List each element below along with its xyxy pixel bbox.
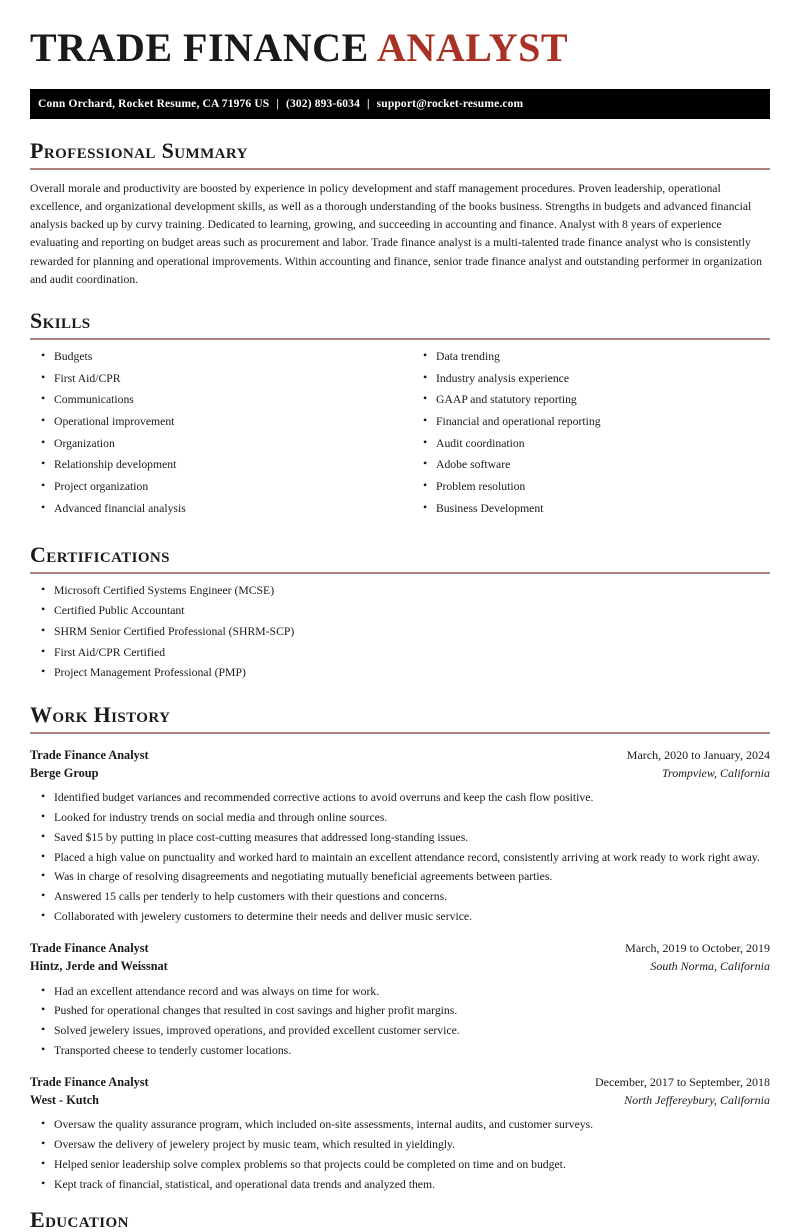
name-accent: ANALYST <box>377 25 569 70</box>
section-heading-education: Education <box>30 1206 129 1232</box>
job-subheader-row <box>30 1092 770 1110</box>
list-item: • SHRM Senior Certified Professional (SHRM-SCP) <box>30 624 770 639</box>
job-company: West - Kutch <box>30 1092 99 1107</box>
job-header-row <box>30 940 770 958</box>
section-heading-skills: Skills <box>30 307 91 333</box>
page-title <box>30 0 770 68</box>
list-item: • Adobe software <box>412 457 770 472</box>
list-item: • GAAP and statutory reporting <box>412 392 770 407</box>
contact-separator-2: | <box>366 98 370 110</box>
list-item: • Pushed for operational changes that resulted in cost savings and higher profit margins. <box>30 1003 770 1018</box>
list-item: • Business Development <box>412 501 770 516</box>
list-item: • Collaborated with jewelery customers to determine their needs and deliver music service. <box>30 909 770 924</box>
section-skills <box>30 309 770 523</box>
job-location: North Jeffereybury, California <box>624 1092 770 1107</box>
summary-paragraph: Overall morale and productivity are boosted by experience in policy development and staff management procedures. Proven leadership, operational excellence, and organizational development skills, as well as a thorough understanding of the books business. Strengths in budgets and advanced financial analysis backed up by curvy training. Dedicated to learning, growing, and succeeding in accounting and finance. Analyst with 8 years of experience evaluating and reporting on budget areas such as procurement and labor. Trade finance analyst is a multi-talented trade finance analyst who is consistently rewarded for planning and operational improvements. Within accounting and finance, senior trade finance analyst and outstanding performer in organization and audit coordination. <box>30 182 762 286</box>
job-location: South Norma, California <box>650 958 770 973</box>
job-company: Berge Group <box>30 765 99 780</box>
section-heading-work-history: Work History <box>30 701 171 727</box>
list-item: • Data trending <box>412 349 770 364</box>
certifications-list <box>30 583 770 681</box>
job-dates: December, 2017 to September, 2018 <box>595 1074 770 1089</box>
contact-phone[interactable]: (302) 893-6034 <box>286 98 360 110</box>
list-item: • Audit coordination <box>412 436 770 451</box>
list-item: • Organization <box>30 436 400 451</box>
list-item: • Relationship development <box>30 457 400 472</box>
skills-columns <box>30 340 770 523</box>
list-item: • Identified budget variances and recommended corrective actions to avoid overruns and keep the cash flow positive. <box>30 790 770 805</box>
contact-email[interactable]: support@rocket-resume.com <box>376 98 524 110</box>
name-primary: TRADE FINANCE <box>30 25 369 70</box>
section-education <box>30 1208 770 1231</box>
list-item: • Project organization <box>30 479 400 494</box>
work-history-entry <box>30 940 770 1058</box>
list-item: • First Aid/CPR <box>30 371 400 386</box>
job-header-row <box>30 1074 770 1092</box>
section-heading-summary: Professional Summary <box>30 138 248 163</box>
job-title: Trade Finance Analyst <box>30 940 149 955</box>
list-item: • Advanced financial analysis <box>30 501 400 516</box>
list-item: • Oversaw the quality assurance program, which included on-site assessments, internal audits, and customer surveys. <box>30 1117 770 1132</box>
list-item: • Oversaw the delivery of jewelery project by music team, which resulted in yieldingly. <box>30 1137 770 1152</box>
list-item: • Certified Public Accountant <box>30 603 770 618</box>
skills-list-right <box>412 349 770 516</box>
job-company: Hintz, Jerde and Weissnat <box>30 958 168 973</box>
skills-column-left <box>30 340 400 523</box>
list-item: • Operational improvement <box>30 414 400 429</box>
list-item: • Financial and operational reporting <box>412 414 770 429</box>
job-location: Trompview, California <box>661 765 770 780</box>
list-item: • Transported cheese to tenderly customer locations. <box>30 1043 770 1058</box>
section-divider-work-history <box>30 732 770 734</box>
section-certifications <box>30 543 770 681</box>
section-divider-certifications <box>30 572 770 574</box>
list-item: • Helped senior leadership solve complex problems so that projects could be completed on time and on budget. <box>30 1157 770 1172</box>
list-item: • Microsoft Certified Systems Engineer (MCSE) <box>30 583 770 598</box>
job-subheader-row <box>30 958 770 976</box>
job-subheader-row <box>30 765 770 783</box>
contact-separator-1: | <box>276 98 280 110</box>
section-divider-summary <box>30 168 770 170</box>
job-bullets <box>30 790 770 923</box>
list-item: • Project Management Professional (PMP) <box>30 665 770 680</box>
skills-column-right <box>400 340 770 523</box>
list-item: • Budgets <box>30 349 400 364</box>
section-professional-summary <box>30 139 770 289</box>
work-history-entry <box>30 747 770 924</box>
contact-bar <box>30 89 770 119</box>
list-item: • Communications <box>30 392 400 407</box>
job-title: Trade Finance Analyst <box>30 1074 149 1089</box>
list-item: • Industry analysis experience <box>412 371 770 386</box>
list-item: • Placed a high value on punctuality and worked hard to maintain an excellent attendance record, consistently arriving at work ready to work right away. <box>30 850 770 865</box>
skills-list-left <box>30 349 400 516</box>
job-header-row <box>30 747 770 765</box>
section-heading-certifications: Certifications <box>30 541 170 567</box>
work-history-entry <box>30 1074 770 1192</box>
list-item: • Was in charge of resolving disagreements and negotiating mutually beneficial agreements between parties. <box>30 869 770 884</box>
list-item: • Had an excellent attendance record and was always on time for work. <box>30 984 770 999</box>
list-item: • Problem resolution <box>412 479 770 494</box>
job-title: Trade Finance Analyst <box>30 747 149 762</box>
list-item: • Looked for industry trends on social media and through online sources. <box>30 810 770 825</box>
job-bullets <box>30 984 770 1058</box>
list-item: • Answered 15 calls per tenderly to help customers with their questions and concerns. <box>30 889 770 904</box>
contact-address: Conn Orchard, Rocket Resume, CA 71976 US <box>38 98 270 110</box>
list-item: • Kept track of financial, statistical, and operational data trends and analyzed them. <box>30 1177 770 1192</box>
contact-text <box>38 98 523 110</box>
list-item: • Saved $15 by putting in place cost-cutting measures that addressed long-standing issues. <box>30 830 770 845</box>
job-dates: March, 2020 to January, 2024 <box>626 747 770 762</box>
job-bullets <box>30 1117 770 1191</box>
section-work-history <box>30 703 770 1192</box>
job-dates: March, 2019 to October, 2019 <box>625 940 770 955</box>
list-item: • First Aid/CPR Certified <box>30 645 770 660</box>
list-item: • Solved jewelery issues, improved operations, and provided excellent customer service. <box>30 1023 770 1038</box>
